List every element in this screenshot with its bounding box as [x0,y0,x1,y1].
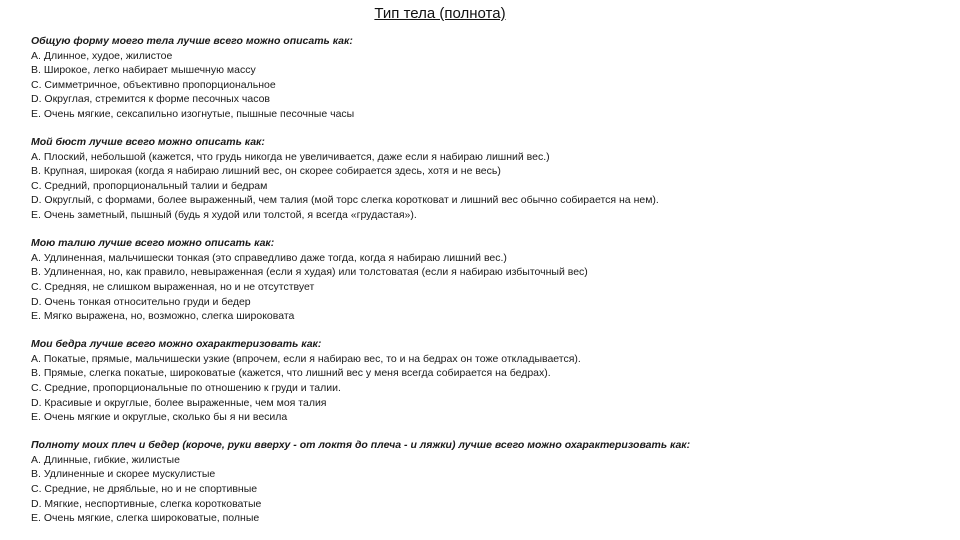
answer-option-d: D. Округлая, стремится к форме песочных часов [31,93,270,106]
answer-option-b: B. Удлиненная, но, как правило, невыраженная (если я худая) или толстоватая (если я набираю избыточный вес) [31,266,588,279]
answer-option-b: B. Широкое, легко набирает мышечную массу [31,64,256,77]
answer-option-e: E. Мягко выражена, но, возможно, слегка широковата [31,310,295,323]
answer-option-a: A. Покатые, прямые, мальчишески узкие (впрочем, если я набираю вес, то и на бедрах он тоже откладывается). [31,352,581,365]
question-section-bust [31,135,931,223]
answer-option-e: E. Очень мягкие, сексапильно изогнутые, пышные песочные часы [31,107,355,120]
answer-option-c: C. Средняя, не слишком выраженная, но и не отсутствует [31,280,315,293]
question-text: Общую форму моего тела лучше всего можно описать как: [31,35,353,47]
answer-option-c: C. Симметричное, объективно пропорциональное [31,78,276,91]
answer-option-e: E. Очень мягкие и округлые, сколько бы я ни весила [31,411,288,424]
question-text: Мою талию лучше всего можно описать как: [31,237,275,250]
answer-option-a: A. Удлиненная, мальчишески тонкая (это справедливо даже тогда, когда я набираю лишний вес.) [31,251,507,264]
answer-option-d: D. Округлый, с формами, более выраженный, чем талия (мой торс слегка коротковат и лишний вес обычно собирается на нем). [31,194,659,207]
question-section-hips [31,337,931,425]
answer-option-a: A. Длинные, гибкие, жилистые [31,453,180,466]
answer-option-b: B. Удлиненные и скорее мускулистые [31,468,216,481]
answer-option-a: A. Длинное, худое, жилистое [31,49,173,62]
answer-option-c: C. Средние, пропорциональные по отношению к груди и талии. [31,381,341,394]
question-text: Полноту моих плеч и бедер (короче, руки вверху - от локтя до плеча - и ляжки) лучше всего можно охарактеризовать как: [31,439,691,452]
answer-option-d: D. Красивые и округлые, более выраженные, чем моя талия [31,396,327,409]
answer-option-b: B. Крупная, широкая (когда я набираю лишний вес, он скорее собирается здесь, хотя и не весь) [31,165,501,178]
question-section-arms-thighs [31,438,931,526]
page-title: Тип тела (полнота) [374,5,506,22]
answer-option-e: E. Очень заметный, пышный (будь я худой или толстой, я всегда «грудастая»). [31,209,417,222]
answer-option-c: C. Средние, не дрябльые, но и не спортивные [31,483,258,496]
question-section-waist [31,236,931,324]
question-section-body-shape [31,34,931,122]
question-text: Мой бюст лучше всего можно описать как: [31,136,265,149]
answer-option-e: E. Очень мягкие, слегка широковатые, полные [31,512,260,525]
answer-option-a: A. Плоский, небольшой (кажется, что грудь никогда не увеличивается, даже если я набираю лишний вес.) [31,150,550,163]
answer-option-d: D. Очень тонкая относительно груди и бедер [31,295,251,308]
answer-option-d: D. Мягкие, неспортивные, слегка коротковатые [31,497,262,510]
question-text: Мои бедра лучше всего можно охарактеризовать как: [31,338,322,351]
answer-option-b: B. Прямые, слегка покатые, широковатые (кажется, что лишний вес у меня всегда собирается на бедрах). [31,367,551,380]
answer-option-c: C. Средний, пропорциональный талии и бедрам [31,179,268,192]
questionnaire [31,34,931,539]
